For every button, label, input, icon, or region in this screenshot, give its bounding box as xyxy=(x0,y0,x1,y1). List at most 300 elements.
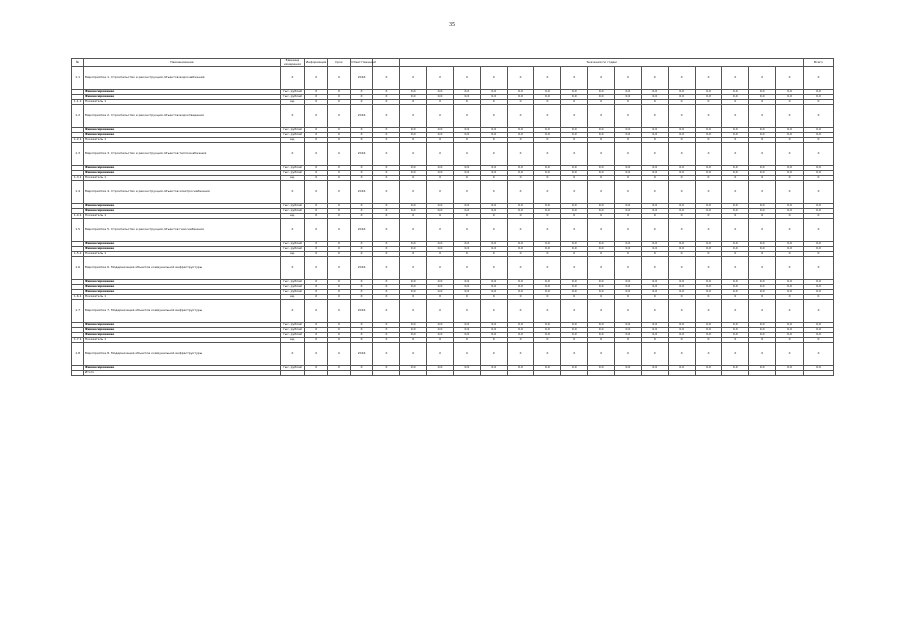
table-cell: тыс. рублей xyxy=(280,171,305,176)
table-cell: Х xyxy=(328,143,351,166)
table-cell: 0,0 xyxy=(695,280,722,285)
table-cell: 0,0 xyxy=(641,290,668,295)
table-cell: 0,0 xyxy=(400,328,427,333)
table-cell: 0 xyxy=(400,176,427,181)
table-cell: 0,0 xyxy=(534,95,561,100)
table-cell: 0,0 xyxy=(803,90,833,95)
table-cell: Х xyxy=(280,343,305,366)
table-cell: 0 xyxy=(480,214,507,219)
table-cell: ед. xyxy=(280,138,305,143)
header-unit: Единица измерения xyxy=(280,59,305,67)
table-cell: Х xyxy=(373,338,400,343)
table-cell: Х xyxy=(373,219,400,242)
table-cell: Х xyxy=(305,328,328,333)
table-cell: Х xyxy=(305,219,328,242)
table-cell: 0,0 xyxy=(400,204,427,209)
table-cell: Х xyxy=(328,242,351,247)
table-cell xyxy=(373,371,400,376)
table-cell: 0,0 xyxy=(400,90,427,95)
table-cell: Х xyxy=(480,67,507,90)
table-cell: 0,0 xyxy=(480,280,507,285)
table-cell: Х xyxy=(615,300,642,323)
table-cell: Х xyxy=(507,219,534,242)
row-name: Показатель 1 xyxy=(84,138,280,143)
table-cell: 0 xyxy=(615,252,642,257)
table-cell: Х xyxy=(803,257,833,280)
table-cell: Х xyxy=(453,181,480,204)
table-cell: Х xyxy=(373,300,400,323)
table-cell: 0,0 xyxy=(534,285,561,290)
table-cell: 0,0 xyxy=(453,133,480,138)
table-cell: 0 xyxy=(722,338,749,343)
table-cell: 0 xyxy=(534,100,561,105)
table-cell: 0,0 xyxy=(641,133,668,138)
table-cell: Х xyxy=(615,181,642,204)
table-cell: Х xyxy=(776,181,804,204)
table-cell: 2016 xyxy=(350,181,373,204)
table-cell: Х xyxy=(305,128,328,133)
table-cell: 0 xyxy=(668,252,695,257)
table-cell: 0 xyxy=(641,214,668,219)
table-cell xyxy=(588,371,615,376)
table-cell: тыс. рублей xyxy=(280,204,305,209)
table-cell: 0,0 xyxy=(776,242,804,247)
table-cell: Х xyxy=(561,143,588,166)
row-name: Финансирование xyxy=(84,166,280,171)
table-cell: 0,0 xyxy=(588,285,615,290)
table-cell: Х xyxy=(400,219,427,242)
table-cell: Х xyxy=(373,214,400,219)
table-cell: 0,0 xyxy=(668,95,695,100)
table-cell: Х xyxy=(615,219,642,242)
table-cell: 0,0 xyxy=(427,333,454,338)
table-cell: Х xyxy=(305,166,328,171)
table-cell: 0,0 xyxy=(588,280,615,285)
table-cell: Х xyxy=(722,300,749,323)
table-cell: 0,0 xyxy=(803,333,833,338)
table-cell: 0,0 xyxy=(400,323,427,328)
header-num: № xyxy=(72,59,84,67)
table-cell: 0,0 xyxy=(507,290,534,295)
row-name: Финансирование xyxy=(84,171,280,176)
table-cell: 0 xyxy=(453,100,480,105)
row-name: Мероприятие 1. Строительство и реконструкция объектов водоснабжения xyxy=(84,67,280,90)
table-cell: 0,0 xyxy=(588,323,615,328)
table-cell: Х xyxy=(373,280,400,285)
table-cell: 0,0 xyxy=(400,209,427,214)
table-cell: Х xyxy=(305,181,328,204)
table-cell: Х xyxy=(350,166,373,171)
table-cell: Х xyxy=(749,67,776,90)
table-cell: 0,0 xyxy=(427,242,454,247)
table-cell: Х xyxy=(350,333,373,338)
header-years-group: Значения по годам xyxy=(400,59,804,67)
table-cell: 0,0 xyxy=(722,166,749,171)
table-cell: 0 xyxy=(776,252,804,257)
program-table xyxy=(71,58,834,376)
header-name: Наименование xyxy=(84,59,280,67)
table-cell: 0,0 xyxy=(749,242,776,247)
table-cell: Х xyxy=(328,366,351,371)
table-cell: 0,0 xyxy=(615,290,642,295)
table-cell: 0,0 xyxy=(480,323,507,328)
table-cell: Х xyxy=(641,143,668,166)
table-cell: 0 xyxy=(776,295,804,300)
table-cell: 0 xyxy=(722,252,749,257)
table-cell: 0,0 xyxy=(615,280,642,285)
table-cell: 0,0 xyxy=(776,323,804,328)
table-row xyxy=(72,371,834,376)
table-cell xyxy=(305,371,328,376)
table-cell: Х xyxy=(350,338,373,343)
table-cell: 0,0 xyxy=(400,128,427,133)
row-name: Мероприятие 6. Модернизация объектов коммунальной инфраструктуры xyxy=(84,257,280,280)
table-cell: 0 xyxy=(588,252,615,257)
table-row xyxy=(72,300,834,323)
table-cell: 0,0 xyxy=(588,166,615,171)
table-cell: 0,0 xyxy=(507,128,534,133)
table-cell: 0,0 xyxy=(427,328,454,333)
table-cell: Х xyxy=(280,143,305,166)
table-cell: Х xyxy=(373,105,400,128)
table-cell: Х xyxy=(776,219,804,242)
table-cell: Х xyxy=(507,343,534,366)
table-cell: тыс. рублей xyxy=(280,128,305,133)
table-cell: 0,0 xyxy=(803,280,833,285)
table-cell: 0,0 xyxy=(695,247,722,252)
row-name: Итого xyxy=(84,371,280,376)
table-cell: Х xyxy=(305,285,328,290)
table-cell: 2016 xyxy=(350,300,373,323)
table-cell: 0,0 xyxy=(722,128,749,133)
table-cell: Х xyxy=(373,257,400,280)
table-cell: 0,0 xyxy=(453,290,480,295)
table-cell: Х xyxy=(776,105,804,128)
table-cell: 0,0 xyxy=(561,209,588,214)
table-cell: 0,0 xyxy=(776,333,804,338)
table-cell: 2016 xyxy=(350,143,373,166)
table-cell: Х xyxy=(427,257,454,280)
table-cell: 0,0 xyxy=(588,90,615,95)
table-cell: Х xyxy=(722,343,749,366)
table-cell: 0,0 xyxy=(507,328,534,333)
table-cell: Х xyxy=(453,219,480,242)
table-cell: Х xyxy=(534,143,561,166)
table-cell: 0,0 xyxy=(668,133,695,138)
table-cell: Х xyxy=(280,257,305,280)
table-cell: 0,0 xyxy=(668,166,695,171)
table-cell: Х xyxy=(305,209,328,214)
table-cell: Х xyxy=(305,143,328,166)
table-cell: 0,0 xyxy=(427,285,454,290)
table-cell: 0 xyxy=(615,214,642,219)
table-cell: Х xyxy=(427,219,454,242)
row-name: Показатель 1 xyxy=(84,338,280,343)
row-number: 1.2.1 xyxy=(72,138,84,143)
table-cell: 0,0 xyxy=(507,323,534,328)
table-cell: 0,0 xyxy=(534,290,561,295)
table-cell: 0 xyxy=(615,176,642,181)
table-cell: 0,0 xyxy=(722,333,749,338)
row-number: 1.7 xyxy=(72,300,84,323)
table-cell: Х xyxy=(641,181,668,204)
table-cell: 0 xyxy=(695,138,722,143)
table-cell: 0 xyxy=(668,100,695,105)
table-cell: 0,0 xyxy=(588,171,615,176)
table-cell: 0,0 xyxy=(480,95,507,100)
table-cell: 0,0 xyxy=(776,204,804,209)
table-cell: Х xyxy=(561,343,588,366)
table-cell: 0 xyxy=(722,138,749,143)
table-cell: Х xyxy=(328,290,351,295)
table-cell: 0,0 xyxy=(453,128,480,133)
table-cell: тыс. рублей xyxy=(280,366,305,371)
table-cell: 0 xyxy=(641,295,668,300)
table-cell xyxy=(400,371,427,376)
table-cell xyxy=(280,371,305,376)
table-cell: Х xyxy=(328,328,351,333)
table-cell: 0,0 xyxy=(561,204,588,209)
table-cell: Х xyxy=(615,105,642,128)
table-cell: 0,0 xyxy=(561,95,588,100)
table-cell: Х xyxy=(695,257,722,280)
table-cell: 0,0 xyxy=(668,328,695,333)
table-cell: 0 xyxy=(776,338,804,343)
table-cell: 0 xyxy=(588,138,615,143)
table-cell: 0,0 xyxy=(749,280,776,285)
table-cell: Х xyxy=(280,67,305,90)
table-cell: 0,0 xyxy=(641,204,668,209)
table-cell: 0,0 xyxy=(722,323,749,328)
table-cell: 0 xyxy=(776,138,804,143)
row-name: Мероприятие 2. Строительство и реконструкция объектов водоотведения xyxy=(84,105,280,128)
table-cell: 0,0 xyxy=(749,90,776,95)
table-cell: 0 xyxy=(400,338,427,343)
table-cell: 0 xyxy=(507,214,534,219)
table-cell: 0,0 xyxy=(400,247,427,252)
table-cell: Х xyxy=(373,366,400,371)
table-cell: Х xyxy=(373,242,400,247)
table-cell: 0,0 xyxy=(534,171,561,176)
table-cell: 0,0 xyxy=(453,166,480,171)
table-cell: 0 xyxy=(722,214,749,219)
table-cell xyxy=(453,371,480,376)
table-cell: Х xyxy=(534,257,561,280)
table-cell: Х xyxy=(373,328,400,333)
table-cell: 0 xyxy=(749,295,776,300)
table-cell: 0,0 xyxy=(507,90,534,95)
table-cell: 0,0 xyxy=(480,171,507,176)
table-cell xyxy=(695,371,722,376)
table-cell: 0,0 xyxy=(588,209,615,214)
table-cell: Х xyxy=(561,257,588,280)
header-total: Всего xyxy=(803,59,833,67)
table-cell: 0 xyxy=(749,100,776,105)
page-number: 35 xyxy=(449,22,455,28)
table-cell: 0 xyxy=(588,176,615,181)
row-name: Мероприятие 3. Строительство и реконструкция объектов теплоснабжения xyxy=(84,143,280,166)
table-cell: Х xyxy=(400,300,427,323)
table-cell: 0 xyxy=(588,295,615,300)
table-cell: 0,0 xyxy=(588,247,615,252)
table-cell xyxy=(776,371,804,376)
table-cell: Х xyxy=(328,105,351,128)
table-cell: 0,0 xyxy=(534,209,561,214)
table-cell: 0 xyxy=(400,295,427,300)
table-cell xyxy=(427,371,454,376)
table-cell: Х xyxy=(328,219,351,242)
table-cell: Х xyxy=(588,105,615,128)
table-cell: Х xyxy=(480,105,507,128)
table-cell: Х xyxy=(373,95,400,100)
table-cell: 0 xyxy=(615,338,642,343)
table-cell: 0 xyxy=(561,214,588,219)
table-cell: Х xyxy=(373,204,400,209)
table-cell: 0 xyxy=(453,295,480,300)
table-cell: Х xyxy=(641,67,668,90)
table-cell: Х xyxy=(749,343,776,366)
table-cell: Х xyxy=(305,105,328,128)
table-cell: 0,0 xyxy=(480,204,507,209)
table-cell: Х xyxy=(749,300,776,323)
table-cell: 0,0 xyxy=(400,290,427,295)
table-cell: ед. xyxy=(280,338,305,343)
table-cell: 0 xyxy=(695,100,722,105)
table-cell xyxy=(803,371,833,376)
table-cell: 0,0 xyxy=(803,328,833,333)
table-cell: 0,0 xyxy=(641,333,668,338)
table-cell: 0,0 xyxy=(615,128,642,133)
table-cell: Х xyxy=(373,290,400,295)
table-cell: 0,0 xyxy=(507,204,534,209)
table-cell: 0,0 xyxy=(668,333,695,338)
table-cell: 0,0 xyxy=(776,247,804,252)
table-cell: 0,0 xyxy=(427,247,454,252)
table-cell: Х xyxy=(328,323,351,328)
table-cell: Х xyxy=(305,133,328,138)
table-cell: 0,0 xyxy=(561,242,588,247)
table-cell: 0,0 xyxy=(615,247,642,252)
table-cell: 0 xyxy=(453,138,480,143)
table-cell xyxy=(328,371,351,376)
table-cell: Х xyxy=(328,252,351,257)
table-cell: Х xyxy=(561,300,588,323)
table-cell: 0,0 xyxy=(453,280,480,285)
table-cell: Х xyxy=(453,300,480,323)
table-cell: Х xyxy=(588,343,615,366)
table-cell: 0 xyxy=(400,138,427,143)
header-extra xyxy=(373,59,400,67)
table-cell: Х xyxy=(350,95,373,100)
table-cell: Х xyxy=(507,67,534,90)
table-cell: 0,0 xyxy=(722,328,749,333)
table-cell: Х xyxy=(305,366,328,371)
table-cell: Х xyxy=(803,143,833,166)
table-cell: Х xyxy=(722,143,749,166)
table-cell: 0 xyxy=(803,176,833,181)
table-cell: Х xyxy=(588,67,615,90)
table-cell: Х xyxy=(561,67,588,90)
table-cell: 0,0 xyxy=(615,366,642,371)
table-cell: Х xyxy=(305,333,328,338)
table-cell: Х xyxy=(453,257,480,280)
table-cell: Х xyxy=(668,67,695,90)
table-cell: 0,0 xyxy=(776,328,804,333)
table-cell xyxy=(561,371,588,376)
table-cell: 0,0 xyxy=(453,285,480,290)
table-cell: 0,0 xyxy=(668,280,695,285)
table-cell: 0,0 xyxy=(776,290,804,295)
table-cell: Х xyxy=(695,219,722,242)
table-cell: 0,0 xyxy=(668,128,695,133)
table-cell: 0,0 xyxy=(534,90,561,95)
table-cell: 0,0 xyxy=(534,133,561,138)
table-cell: 0,0 xyxy=(776,95,804,100)
table-cell: 0,0 xyxy=(803,323,833,328)
table-cell: 0 xyxy=(695,252,722,257)
table-cell: Х xyxy=(328,128,351,133)
row-name: Финансирование xyxy=(84,333,280,338)
table-cell: Х xyxy=(350,209,373,214)
table-cell: Х xyxy=(373,181,400,204)
table-cell: 0 xyxy=(695,295,722,300)
table-cell: 0,0 xyxy=(427,90,454,95)
table-cell: 0 xyxy=(427,338,454,343)
table-cell: 0 xyxy=(749,252,776,257)
table-cell: 0,0 xyxy=(400,285,427,290)
table-cell: 0,0 xyxy=(749,128,776,133)
table-cell: Х xyxy=(400,343,427,366)
table-cell: Х xyxy=(803,343,833,366)
table-cell: Х xyxy=(373,209,400,214)
table-cell: Х xyxy=(328,133,351,138)
row-number: 1.6.1 xyxy=(72,295,84,300)
table-cell: 0 xyxy=(695,214,722,219)
table-cell: Х xyxy=(400,257,427,280)
table-cell: Х xyxy=(373,143,400,166)
table-cell: 0,0 xyxy=(561,280,588,285)
table-cell: 0,0 xyxy=(588,333,615,338)
table-cell: 0 xyxy=(561,138,588,143)
row-number xyxy=(72,371,84,376)
table-cell: ед. xyxy=(280,295,305,300)
table-cell: 0,0 xyxy=(776,280,804,285)
table-cell: Х xyxy=(373,67,400,90)
table-cell: 0 xyxy=(561,176,588,181)
table-cell: Х xyxy=(561,181,588,204)
table-cell: Х xyxy=(305,247,328,252)
table-cell: тыс. рублей xyxy=(280,280,305,285)
table-cell: 0 xyxy=(615,295,642,300)
table-cell: 0,0 xyxy=(453,366,480,371)
table-cell: 2016 xyxy=(350,67,373,90)
table-cell: 0 xyxy=(641,338,668,343)
table-cell: Х xyxy=(695,67,722,90)
table-cell: 0,0 xyxy=(534,242,561,247)
table-cell: 2016 xyxy=(350,105,373,128)
table-cell: 0,0 xyxy=(534,328,561,333)
table-cell: 0,0 xyxy=(615,133,642,138)
table-cell: Х xyxy=(373,128,400,133)
table-cell: Х xyxy=(480,300,507,323)
table-cell: Х xyxy=(400,105,427,128)
table-cell: 0,0 xyxy=(668,285,695,290)
table-cell: 0,0 xyxy=(803,95,833,100)
table-cell: Х xyxy=(453,143,480,166)
table-cell: 0 xyxy=(534,214,561,219)
table-cell: 0,0 xyxy=(803,366,833,371)
table-cell: 0 xyxy=(427,176,454,181)
